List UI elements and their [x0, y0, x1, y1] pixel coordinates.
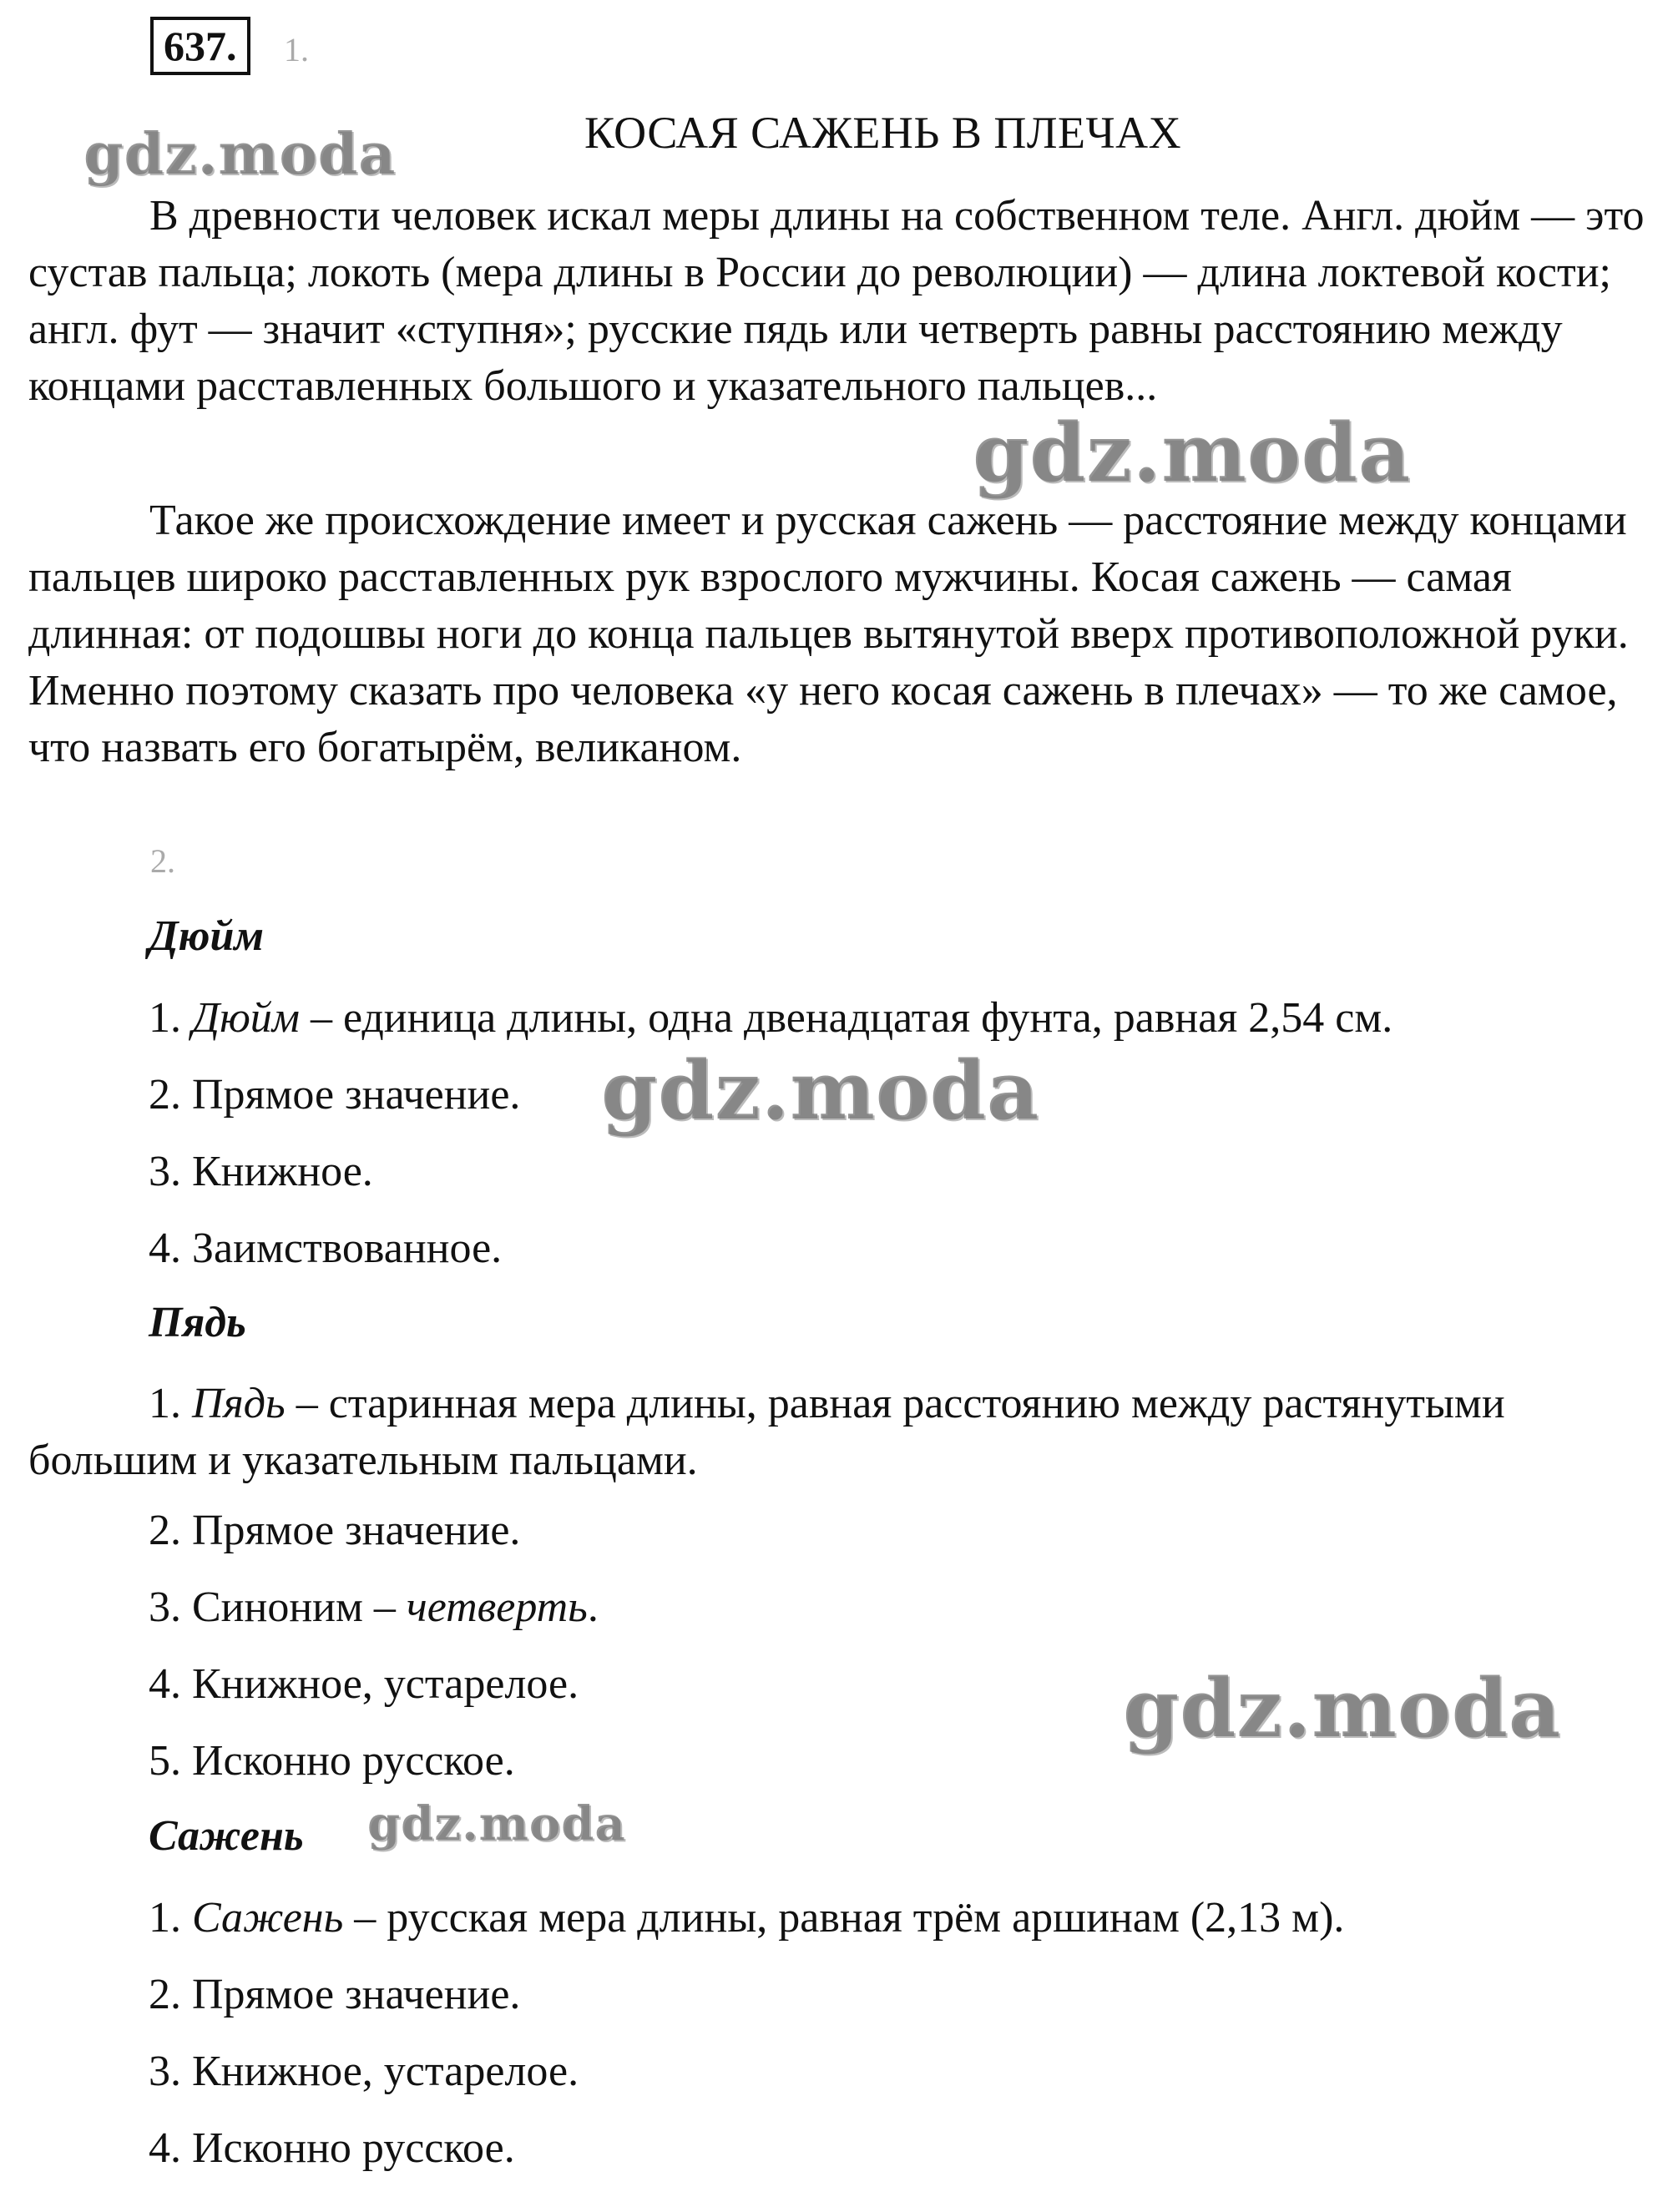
term: Пядь [192, 1380, 286, 1427]
list-item: 4. Заимствованное. [149, 1225, 503, 1272]
list-item: 2. Прямое значение. [149, 1507, 521, 1554]
watermark-logo: gdz.moda [973, 406, 1412, 500]
list-item: 5. Исконно русское. [149, 1737, 515, 1785]
part-2-label: 2. [150, 842, 175, 880]
task-number: 637. [150, 17, 250, 75]
watermark-logo: gdz.moda [367, 1796, 626, 1851]
watermark-logo: gdz.moda [601, 1043, 1040, 1138]
watermark-logo: gdz.moda [1123, 1661, 1562, 1755]
term: Дюйм [192, 994, 300, 1042]
term: четверть [406, 1583, 588, 1631]
answer-title: КОСАЯ САЖЕНЬ В ПЛЕЧАХ [584, 108, 1182, 158]
list-item: 1. Пядь – старинная мера длины, равная расстоянию между растянутыми большим и указательным пальцами. [28, 1380, 1505, 1484]
list-item: 1. Дюйм – единица длины, одна двенадцатая фунта, равная 2,54 см. [149, 994, 1393, 1042]
paragraph-2: Такое же происхождение имеет и русская сажень — расстояние между концами пальцев широко расставленных рук взрослого мужчины. Косая сажень — самая длинная: от подошвы ноги до конца пальцев вытянутой вверх противоположной руки. Именно поэтому сказать про человека «у него косая сажень в плечах» — то же самое, что назвать его богатырём, великаном. [28, 497, 1629, 771]
term: Сажень [192, 1894, 344, 1942]
part-1-label: 1. [284, 31, 309, 68]
paragraph-1: В древности человек искал меры длины на собственном теле. Англ. дюйм — это сустав пальца; локоть (мера длины в России до революции) — длина локтевой кости; англ. фут — значит «ступня»; русские пядь или четверть равны расстоянию между концами расставленных большого и указательного пальцев... [28, 192, 1645, 410]
list-item: 3. Синоним – четверть. [149, 1583, 599, 1631]
list-item: 1. Сажень – русская мера длины, равная трём аршинам (2,13 м). [149, 1894, 1345, 1942]
watermark-logo: gdz.moda [83, 121, 397, 188]
list-item: 4. Книжное, устарелое. [149, 1660, 579, 1708]
list-item: 2. Прямое значение. [149, 1971, 521, 2018]
list-item: 3. Книжное, устарелое. [149, 2048, 579, 2095]
word-heading-pyad: Пядь [149, 1299, 246, 1346]
list-item: 3. Книжное. [149, 1148, 373, 1195]
word-heading-duym: Дюйм [149, 912, 265, 960]
word-heading-sazhen: Сажень [149, 1812, 304, 1860]
list-item: 4. Исконно русское. [149, 2124, 515, 2172]
list-item: 2. Прямое значение. [149, 1071, 521, 1119]
